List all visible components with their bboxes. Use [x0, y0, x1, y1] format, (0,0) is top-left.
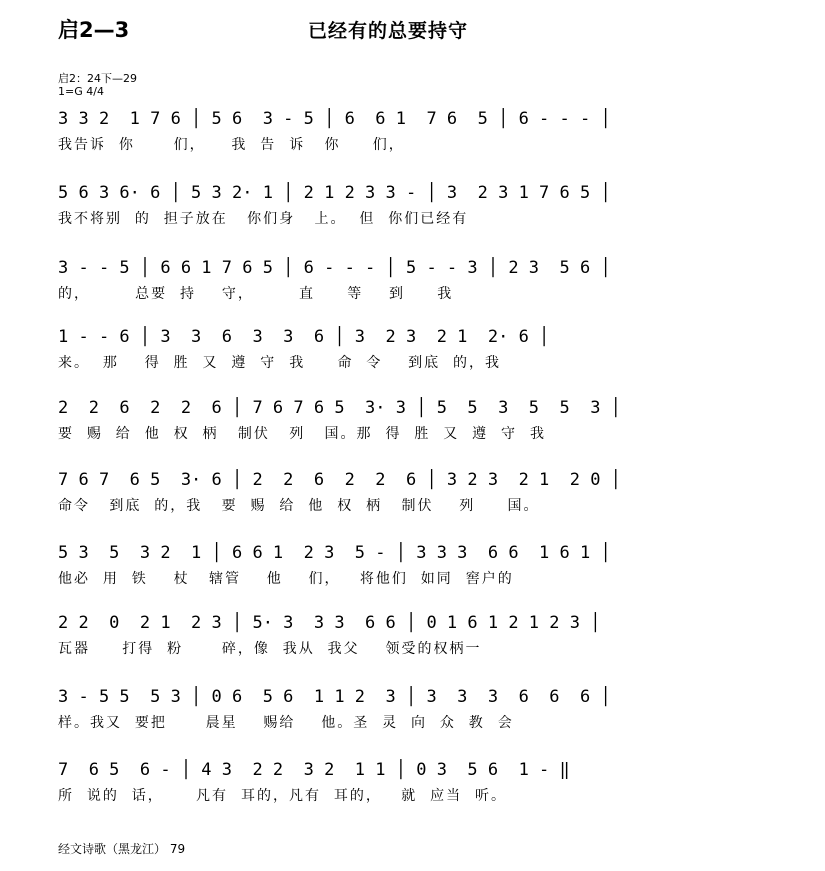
lyrics-line: 我不将别 的 担子放在 你们身 上。 但 你们已经有	[58, 211, 469, 227]
lyrics-line: 瓦器 打得 粉 碎，像 我从 我父 领受的权柄一	[58, 641, 482, 657]
lyrics-line: 他必 用 铁 杖 辖管 他 们， 将他们 如同 窖户的	[58, 571, 514, 587]
notation-line: 3 - 5 5 5 3 │ 0 6 5 6 1 1 2 3 │ 3 3 3 6 6 6 │	[58, 687, 611, 707]
notation-line: 7 6 7 6 5 3· 6 │ 2 2 6 2 2 6 │ 3 2 3 2 1 2 0 │	[58, 470, 621, 490]
score-system	[0, 608, 825, 678]
notation-line: 5 6 3 6· 6 │ 5 3 2· 1 │ 2 1 2 3 3 - │ 3 2 3 1 7 6 5 │	[58, 183, 611, 203]
lyrics-line: 样。我又 要把 晨星 赐给 他。圣 灵 向 众 教 会	[58, 715, 514, 731]
score-system	[0, 538, 825, 608]
hymn-number: 启2—3	[58, 18, 130, 42]
lyrics-line: 要 赐 给 他 权 柄 制伏 列 国。那 得 胜 又 遵 守 我	[58, 426, 546, 442]
score-system	[0, 104, 825, 174]
notation-line: 7 6 5 6 - │ 4 3 2 2 3 2 1 1 │ 0 3 5 6 1 - ‖	[58, 760, 570, 780]
scripture-reference: 启2：24下—29	[58, 72, 137, 85]
lyrics-line: 命令 到底 的，我 要 赐 给 他 权 柄 制伏 列 国。	[58, 498, 540, 514]
lyrics-line: 的， 总要 持 守， 直 等 到 我	[58, 286, 454, 302]
notation-line: 2 2 0 2 1 2 3 │ 5· 3 3 3 6 6 │ 0 1 6 1 2 1 2 3 │	[58, 613, 601, 633]
notation-line: 5 3 5 3 2 1 │ 6 6 1 2 3 5 - │ 3 3 3 6 6 1 6 1 │	[58, 543, 611, 563]
notation-line: 3 3 2 1 7 6 │ 5 6 3 - 5 │ 6 6 1 7 6 5 │ 6 - - - │	[58, 109, 611, 129]
page-footer: 经文诗歌（黑龙江） 79	[58, 842, 186, 856]
key-and-time-signature: 1=G 4/4	[58, 85, 104, 98]
score-system	[0, 465, 825, 535]
notation-line: 2 2 6 2 2 6 │ 7 6 7 6 5 3· 3 │ 5 5 3 5 5 3 │	[58, 398, 621, 418]
notation-line: 1 - - 6 │ 3 3 6 3 3 6 │ 3 2 3 2 1 2· 6 │	[58, 327, 550, 347]
page-title: 已经有的总要持守	[308, 20, 469, 42]
score-system	[0, 682, 825, 752]
notation-line: 3 - - 5 │ 6 6 1 7 6 5 │ 6 - - - │ 5 - - 3 │ 2 3 5 6 │	[58, 258, 611, 278]
lyrics-line: 所 说的 话， 凡有 耳的，凡有 耳的， 就 应当 听。	[58, 788, 508, 804]
lyrics-line: 我告诉 你 们， 我 告 诉 你 们，	[58, 137, 405, 153]
lyrics-line: 来。 那 得 胜 又 遵 守 我 命 令 到底 的，我	[58, 355, 502, 371]
score-system	[0, 322, 825, 392]
score-system	[0, 393, 825, 463]
score-system	[0, 253, 825, 323]
score-system	[0, 178, 825, 248]
score-system	[0, 755, 825, 825]
